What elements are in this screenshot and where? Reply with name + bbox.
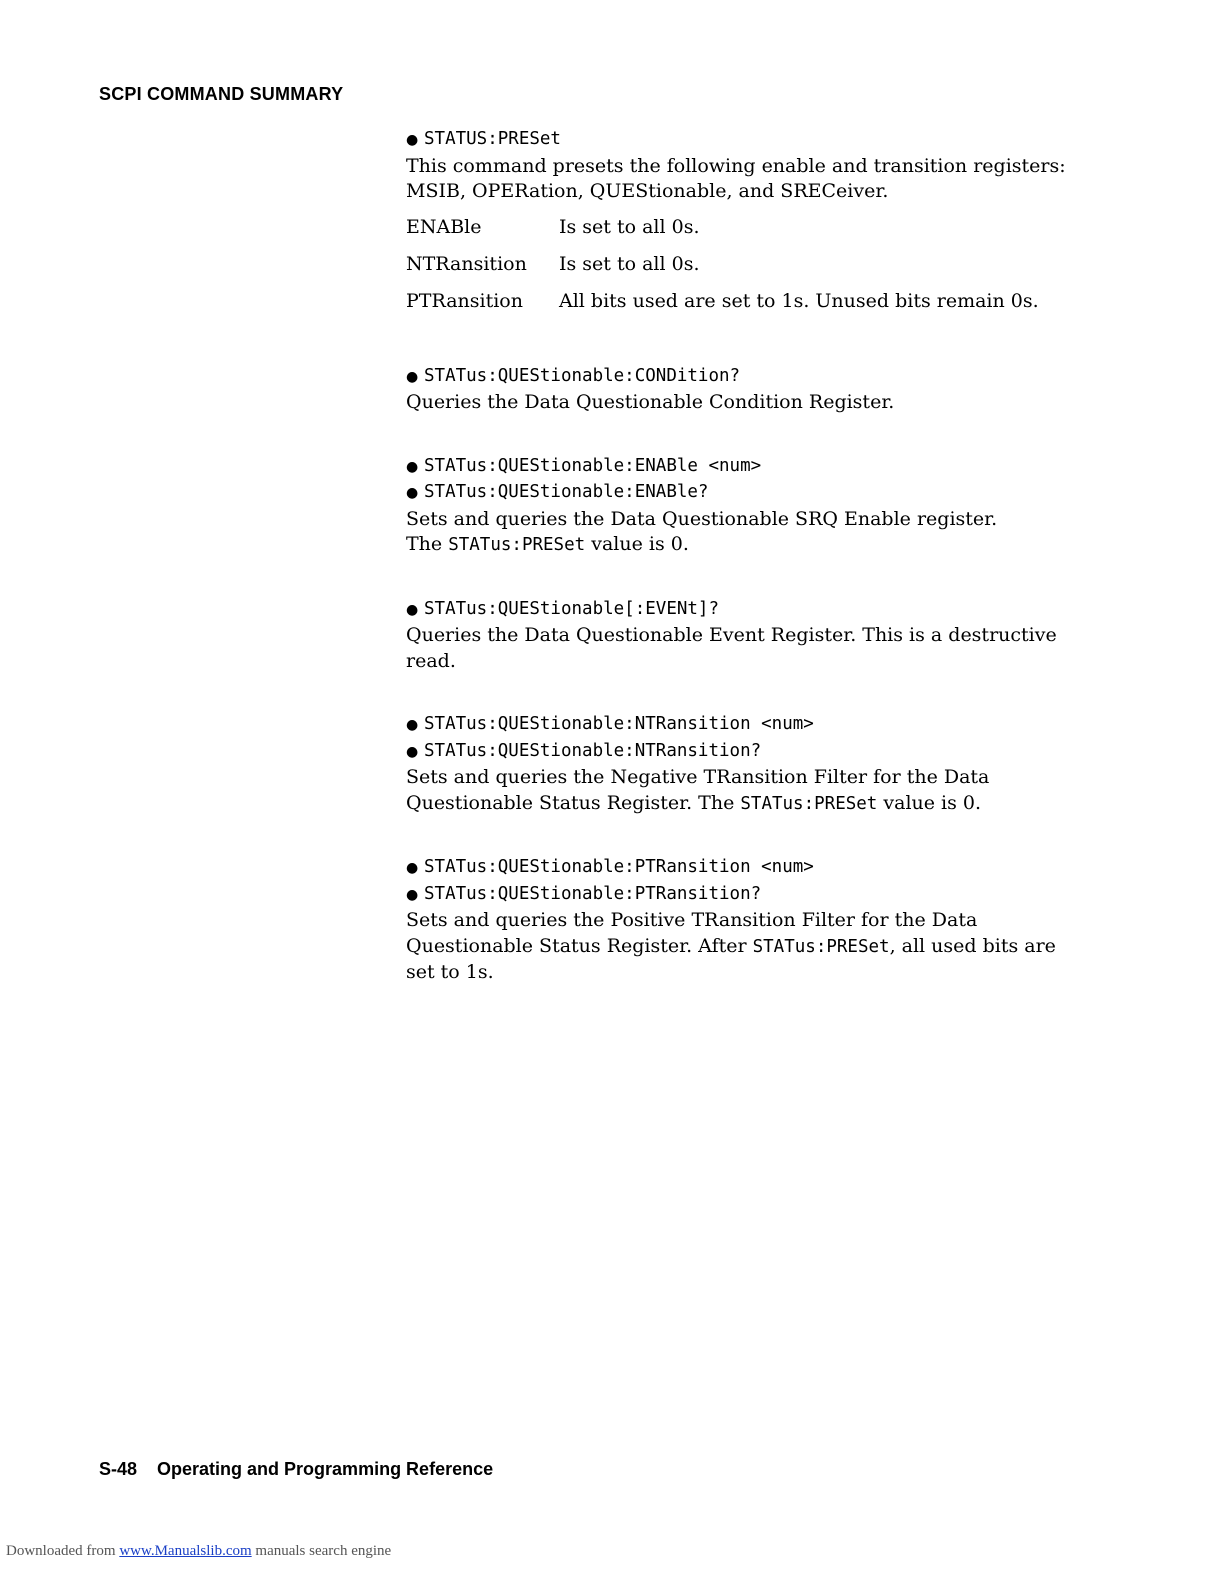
command-description: Queries the Data Questionable Event Register. This is a destructive read. bbox=[406, 624, 1057, 672]
command-syntax: STATus:QUEStionable:ENABle <num> bbox=[424, 455, 762, 476]
command-entry-questionable-ntransition bbox=[406, 712, 1086, 817]
inline-code: STATus:PRESet bbox=[740, 793, 878, 814]
command-entry-questionable-event bbox=[406, 597, 1086, 675]
description-text: value is 0. bbox=[877, 791, 982, 814]
download-prefix: Downloaded from bbox=[6, 1543, 120, 1559]
command-line bbox=[406, 855, 1086, 882]
page-number: S-48 bbox=[99, 1459, 138, 1479]
command-syntax: STATus:QUEStionable:PTRansition <num> bbox=[424, 857, 814, 877]
command-description bbox=[406, 765, 1086, 817]
register-description: Is set to all 0s. bbox=[559, 215, 700, 238]
command-line bbox=[406, 882, 1086, 909]
register-description: All bits used are set to 1s. Unused bits remain 0s. bbox=[559, 289, 1039, 312]
command-list bbox=[406, 127, 1086, 1024]
manualslib-link[interactable]: www.Manualslib.com bbox=[119, 1543, 252, 1559]
command-description bbox=[406, 908, 1086, 986]
command-syntax: STATus:QUEStionable:PTRansition? bbox=[424, 883, 762, 904]
register-row bbox=[406, 289, 1086, 326]
footer-title: Operating and Programming Reference bbox=[157, 1459, 494, 1479]
command-entry-status-preset bbox=[406, 127, 1086, 326]
command-description: Queries the Data Questionable Condition Register. bbox=[406, 391, 895, 413]
bullet-icon: ● bbox=[406, 860, 419, 876]
section-heading: SCPI COMMAND SUMMARY bbox=[99, 84, 344, 104]
download-notice bbox=[6, 1543, 391, 1560]
command-line bbox=[406, 480, 1086, 507]
register-name: PTRansition bbox=[406, 289, 523, 312]
command-syntax: STATus:QUEStionable:CONDition? bbox=[424, 365, 741, 386]
command-description bbox=[406, 507, 1086, 559]
description-text: The bbox=[406, 533, 449, 555]
command-syntax: STATus:QUEStionable:ENABle? bbox=[424, 482, 709, 502]
command-entry-questionable-condition bbox=[406, 364, 1086, 416]
register-row bbox=[406, 215, 1086, 252]
command-line bbox=[406, 597, 1086, 624]
bullet-icon: ● bbox=[406, 886, 419, 903]
description-text: Sets and queries the Positive TRansition Filter for the Data Questionable Status Register. After bbox=[406, 909, 978, 957]
command-syntax: STATus:QUEStionable:NTRansition? bbox=[424, 740, 762, 761]
command-syntax: STATus:QUEStionable:NTRansition <num> bbox=[424, 714, 814, 734]
description-text: , all used bits are set to 1s. bbox=[406, 934, 1056, 983]
description-text: Sets and queries the Negative TRansition Filter for the Data Questionable Status Register. The bbox=[406, 766, 990, 814]
bullet-icon: ● bbox=[406, 368, 419, 385]
description-text: Sets and queries the Data Questionable SRQ Enable register. bbox=[406, 507, 998, 530]
bullet-icon: ● bbox=[406, 458, 419, 475]
bullet-icon: ● bbox=[406, 485, 419, 501]
inline-code: STATus:PRESet bbox=[752, 936, 890, 957]
command-syntax: STATUS:PRESet bbox=[424, 129, 561, 149]
download-suffix: manuals search engine bbox=[251, 1543, 392, 1559]
command-description: This command presets the following enable and transition registers: MSIB, OPERation, QUEStionable, and SRECeiver. bbox=[406, 154, 1066, 202]
command-entry-questionable-ptransition bbox=[406, 855, 1086, 986]
page-footer bbox=[99, 1459, 493, 1480]
command-line bbox=[406, 127, 1086, 154]
command-line bbox=[406, 454, 1086, 481]
register-name: NTRansition bbox=[406, 252, 527, 275]
command-syntax: STATus:QUEStionable[:EVENt]? bbox=[424, 598, 720, 619]
bullet-icon: ● bbox=[406, 717, 419, 733]
command-line bbox=[406, 739, 1086, 766]
register-name: ENABle bbox=[406, 215, 482, 238]
register-table bbox=[406, 215, 1086, 326]
bullet-icon: ● bbox=[406, 132, 419, 148]
command-entry-questionable-enable bbox=[406, 454, 1086, 559]
bullet-icon: ● bbox=[406, 601, 419, 618]
bullet-icon: ● bbox=[406, 743, 419, 760]
command-line bbox=[406, 712, 1086, 739]
inline-code: STATus:PRESet bbox=[448, 535, 586, 555]
register-description: Is set to all 0s. bbox=[559, 252, 700, 275]
description-text: value is 0. bbox=[585, 533, 689, 555]
register-row bbox=[406, 252, 1086, 289]
command-line bbox=[406, 364, 1086, 391]
